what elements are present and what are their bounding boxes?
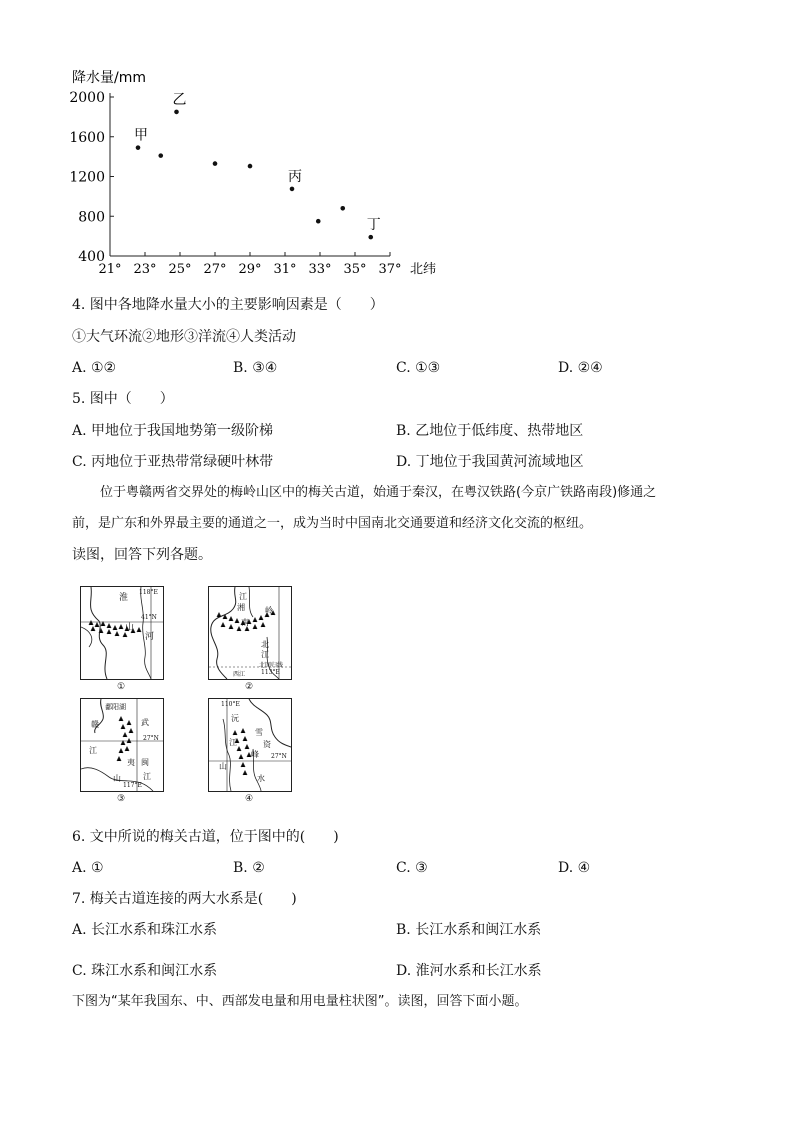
question-6-option-d[interactable]: D. ④	[558, 860, 591, 876]
y-tick-label: 800	[78, 209, 105, 226]
map-4-drawing	[209, 699, 291, 791]
next-section-intro: 下图为“某年我国东、中、西部发电量和用电量柱状图”。读图，回答下面小题。	[72, 994, 528, 1009]
question-5-option-a[interactable]: A. 甲地位于我国地势第一级阶梯	[72, 423, 274, 439]
question-5-stem: 5. 图中（ ）	[72, 391, 174, 407]
data-point-label: 丁	[366, 217, 381, 234]
passage-line-1: 位于粤赣两省交界处的梅岭山区中的梅关古道，始通于秦汉，在粤汉铁路(今京广铁路南段)修通之	[100, 485, 657, 500]
question-4-option-a[interactable]: A. ①②	[72, 360, 117, 376]
x-tick-label: 35°	[343, 262, 367, 277]
map-3-label-jiang: 江	[89, 746, 97, 755]
question-6-option-a[interactable]: A. ①	[72, 860, 104, 876]
map-3-label-min: 闽	[141, 758, 149, 767]
map-3-label-poyang: 鄱阳湖	[105, 703, 126, 711]
map-2-label-nan: 南	[241, 618, 249, 627]
map-2-label-lon: 113°E	[261, 669, 280, 676]
map-1-label-huai: 淮	[119, 593, 129, 603]
map-4-label-lon: 110°E	[221, 701, 240, 708]
map-1-label-lat: 41°N	[141, 614, 157, 621]
question-6-option-c[interactable]: C. ③	[396, 860, 428, 876]
map-1-caption: ①	[116, 682, 126, 692]
map-3-label-jiang2: 江	[143, 772, 151, 781]
map-4-caption: ④	[244, 794, 254, 804]
question-5-option-b[interactable]: B. 乙地位于低纬度、热带地区	[396, 423, 584, 439]
x-tick-label: 25°	[168, 262, 192, 277]
map-4-label-shan: 山	[219, 762, 227, 771]
question-5-option-d[interactable]: D. 丁地位于我国黄河流域地区	[396, 454, 584, 470]
map-4-label-lat: 27°N	[271, 753, 287, 760]
map-3-label-shan: 山	[113, 774, 121, 783]
map-2-label-xiang: 湘	[237, 603, 245, 612]
y-tick-label: 1200	[69, 169, 105, 186]
data-point	[368, 235, 373, 240]
question-4-factors: ①大气环流②地形③洋流④人类活动	[72, 329, 296, 345]
data-point	[174, 110, 179, 115]
question-7-option-c[interactable]: C. 珠江水系和闽江水系	[72, 963, 218, 979]
map-2-caption: ②	[244, 682, 254, 692]
map-1	[80, 586, 164, 680]
map-2-label-jiang2: 江	[261, 650, 269, 659]
map-1-label-he: 河	[145, 632, 155, 642]
x-tick-label: 27°	[203, 262, 227, 277]
question-6-stem: 6. 文中所说的梅关古道，位于图中的( )	[72, 829, 339, 845]
read-map-instruction: 读图，回答下列各题。	[72, 547, 212, 563]
question-7-option-a[interactable]: A. 长江水系和珠江水系	[72, 922, 218, 938]
map-3	[80, 698, 164, 792]
x-axis-label: 北纬	[410, 262, 437, 277]
data-point	[158, 153, 163, 158]
map-2-label-tropic: 北回归线	[259, 662, 284, 669]
map-2-label-xijiang: 西江	[233, 671, 246, 678]
map-4-label-zi: 资	[263, 740, 271, 749]
map-4-label-xue: 雪	[255, 728, 263, 737]
map-2-label-jiang: 江	[239, 592, 247, 601]
question-4-option-c[interactable]: C. ①③	[396, 360, 441, 376]
question-4-option-d[interactable]: D. ②④	[558, 360, 603, 376]
question-4-stem: 4. 图中各地降水量大小的主要影响因素是（ ）	[72, 297, 384, 313]
passage-line-2: 前，是广东和外界最主要的通道之一，成为当时中国南北交通要道和经济文化交流的枢纽。	[72, 516, 593, 531]
data-point-label: 甲	[134, 127, 148, 144]
y-tick-label: 2000	[69, 90, 105, 106]
x-tick-label: 21°	[98, 262, 122, 277]
x-tick-label: 37°	[378, 262, 402, 277]
question-7-option-d[interactable]: D. 淮河水系和长江水系	[396, 963, 542, 979]
map-1-label-lon: 118°E	[139, 589, 158, 596]
data-point	[248, 164, 253, 169]
precipitation-scatter-chart	[60, 64, 450, 282]
data-point	[316, 219, 321, 224]
question-7-option-b[interactable]: B. 长江水系和闽江水系	[396, 922, 542, 938]
data-point	[136, 145, 141, 150]
map-3-label-lat: 27°N	[143, 735, 159, 742]
data-point-label: 乙	[172, 91, 187, 108]
x-tick-label: 31°	[273, 262, 297, 277]
question-6-option-b[interactable]: B. ②	[233, 860, 265, 876]
map-4-label-jiang: 江	[229, 738, 237, 747]
y-axis-label: 降水量/mm	[72, 70, 146, 86]
question-4-option-b[interactable]: B. ③④	[233, 360, 278, 376]
map-2	[208, 586, 292, 680]
map-3-label-yi: 夷	[127, 758, 135, 767]
question-5-option-c[interactable]: C. 丙地位于亚热带常绿硬叶林带	[72, 454, 274, 470]
map-4-label-feng: 峰	[251, 750, 259, 759]
y-tick-label: 400	[78, 249, 105, 265]
map-3-caption: ③	[116, 794, 126, 804]
map-4	[208, 698, 292, 792]
x-tick-label: 29°	[238, 262, 262, 277]
data-point-label: 丙	[288, 168, 302, 185]
x-tick-label: 23°	[133, 262, 157, 277]
question-7-stem: 7. 梅关古道连接的两大水系是( )	[72, 891, 297, 907]
x-tick-label: 33°	[308, 262, 332, 277]
map-3-label-wu: 武	[141, 718, 149, 727]
map-4-label-shui: 水	[257, 774, 265, 783]
map-2-label-ling: 岭	[265, 606, 273, 615]
map-3-label-gan: 赣	[91, 720, 99, 729]
data-point	[213, 161, 218, 166]
y-tick-label: 1600	[69, 129, 105, 146]
data-point	[340, 206, 345, 211]
map-2-label-bei: 北	[261, 640, 269, 649]
map-3-label-lon: 117°E	[123, 782, 142, 789]
map-4-label-yuan: 沅	[231, 714, 239, 723]
data-point	[290, 187, 295, 192]
map-1-label-shan: 山	[125, 623, 135, 633]
